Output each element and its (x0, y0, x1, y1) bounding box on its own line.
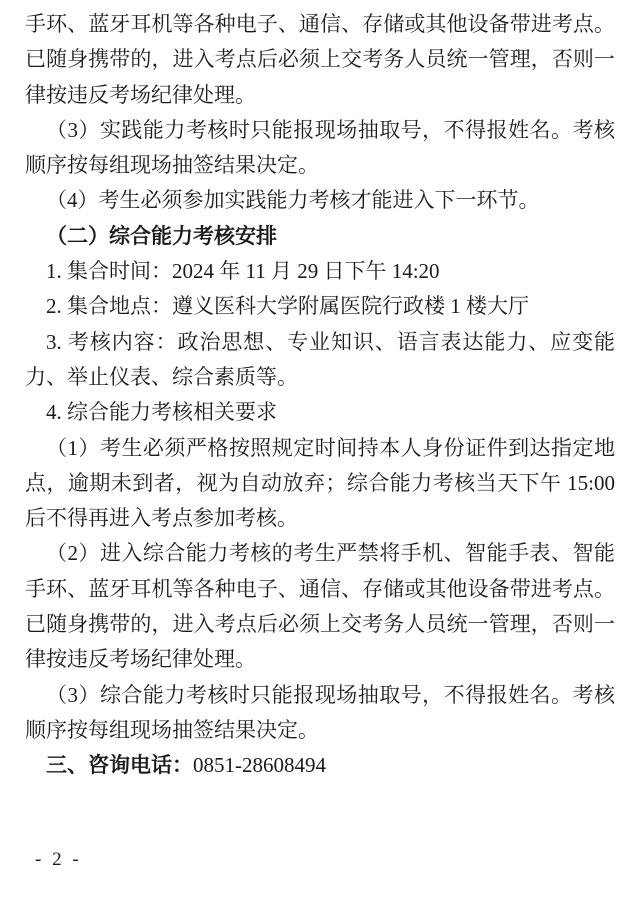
text-line-12-list-item: 4. 综合能力考核相关要求 (46, 400, 277, 425)
phone-heading-label: 三、咨询电话： (46, 754, 193, 778)
phone-number: 0851-28608494 (193, 753, 326, 778)
text-line-11-paragraph-end: 力、举止仪表、综合素质等。 (25, 364, 298, 389)
text-line-5-paragraph-end: 顺序按每组现场抽签结果决定。 (25, 153, 319, 178)
text-line-16-list-item: （2）进入综合能力考核的考生严禁将手机、智能手表、智能 (46, 541, 615, 566)
text-line-4-list-item: （3）实践能力考核时只能报现场抽取号，不得报姓名。考核 (46, 117, 615, 142)
text-line-22-section-heading (25, 748, 615, 783)
text-line-3-paragraph-end: 律按违反考场纪律处理。 (25, 82, 256, 107)
text-line-13-list-item: （1）考生必须严格按照规定时间持本人身份证件到达指定地 (46, 435, 615, 460)
text-line-19-paragraph-end: 律按违反考场纪律处理。 (25, 647, 256, 672)
text-line-1-paragraph-continuation: 手环、蓝牙耳机等各种电子、通信、存储或其他设备带进考点。 (25, 12, 615, 36)
text-line-17-paragraph-continuation: 手环、蓝牙耳机等各种电子、通信、存储或其他设备带进考点。 (25, 576, 615, 601)
text-line-14-paragraph-continuation: 点，逾期未到者，视为自动放弃；综合能力考核当天下午 15:00 (25, 470, 615, 495)
text-line-21-paragraph-end: 顺序按每组现场抽签结果决定。 (25, 717, 319, 742)
text-line-2-paragraph-continuation: 已随身携带的，进入考点后必须上交考务人员统一管理，否则一 (25, 47, 615, 72)
text-line-20-list-item: （3）综合能力考核时只能报现场抽取号，不得报姓名。考核 (46, 682, 615, 707)
text-line-10-list-item: 3. 考核内容：政治思想、专业知识、语言表达能力、应变能 (46, 329, 615, 354)
document-body (25, 7, 615, 784)
page-number: - 2 - (35, 849, 82, 870)
text-line-7-section-heading: （二）综合能力考核安排 (46, 224, 277, 248)
text-line-8-list-item: 1. 集合时间：2024 年 11 月 29 日下午 14:20 (46, 259, 440, 284)
text-line-9-list-item: 2. 集合地点：遵义医科大学附属医院行政楼 1 楼大厅 (46, 294, 529, 319)
text-line-15-paragraph-end: 后不得再进入考点参加考核。 (25, 506, 298, 531)
text-line-6-list-item: （4）考生必须参加实践能力考核才能进入下一环节。 (46, 188, 540, 213)
text-line-18-paragraph-continuation: 已随身携带的，进入考点后必须上交考务人员统一管理，否则一 (25, 612, 615, 637)
